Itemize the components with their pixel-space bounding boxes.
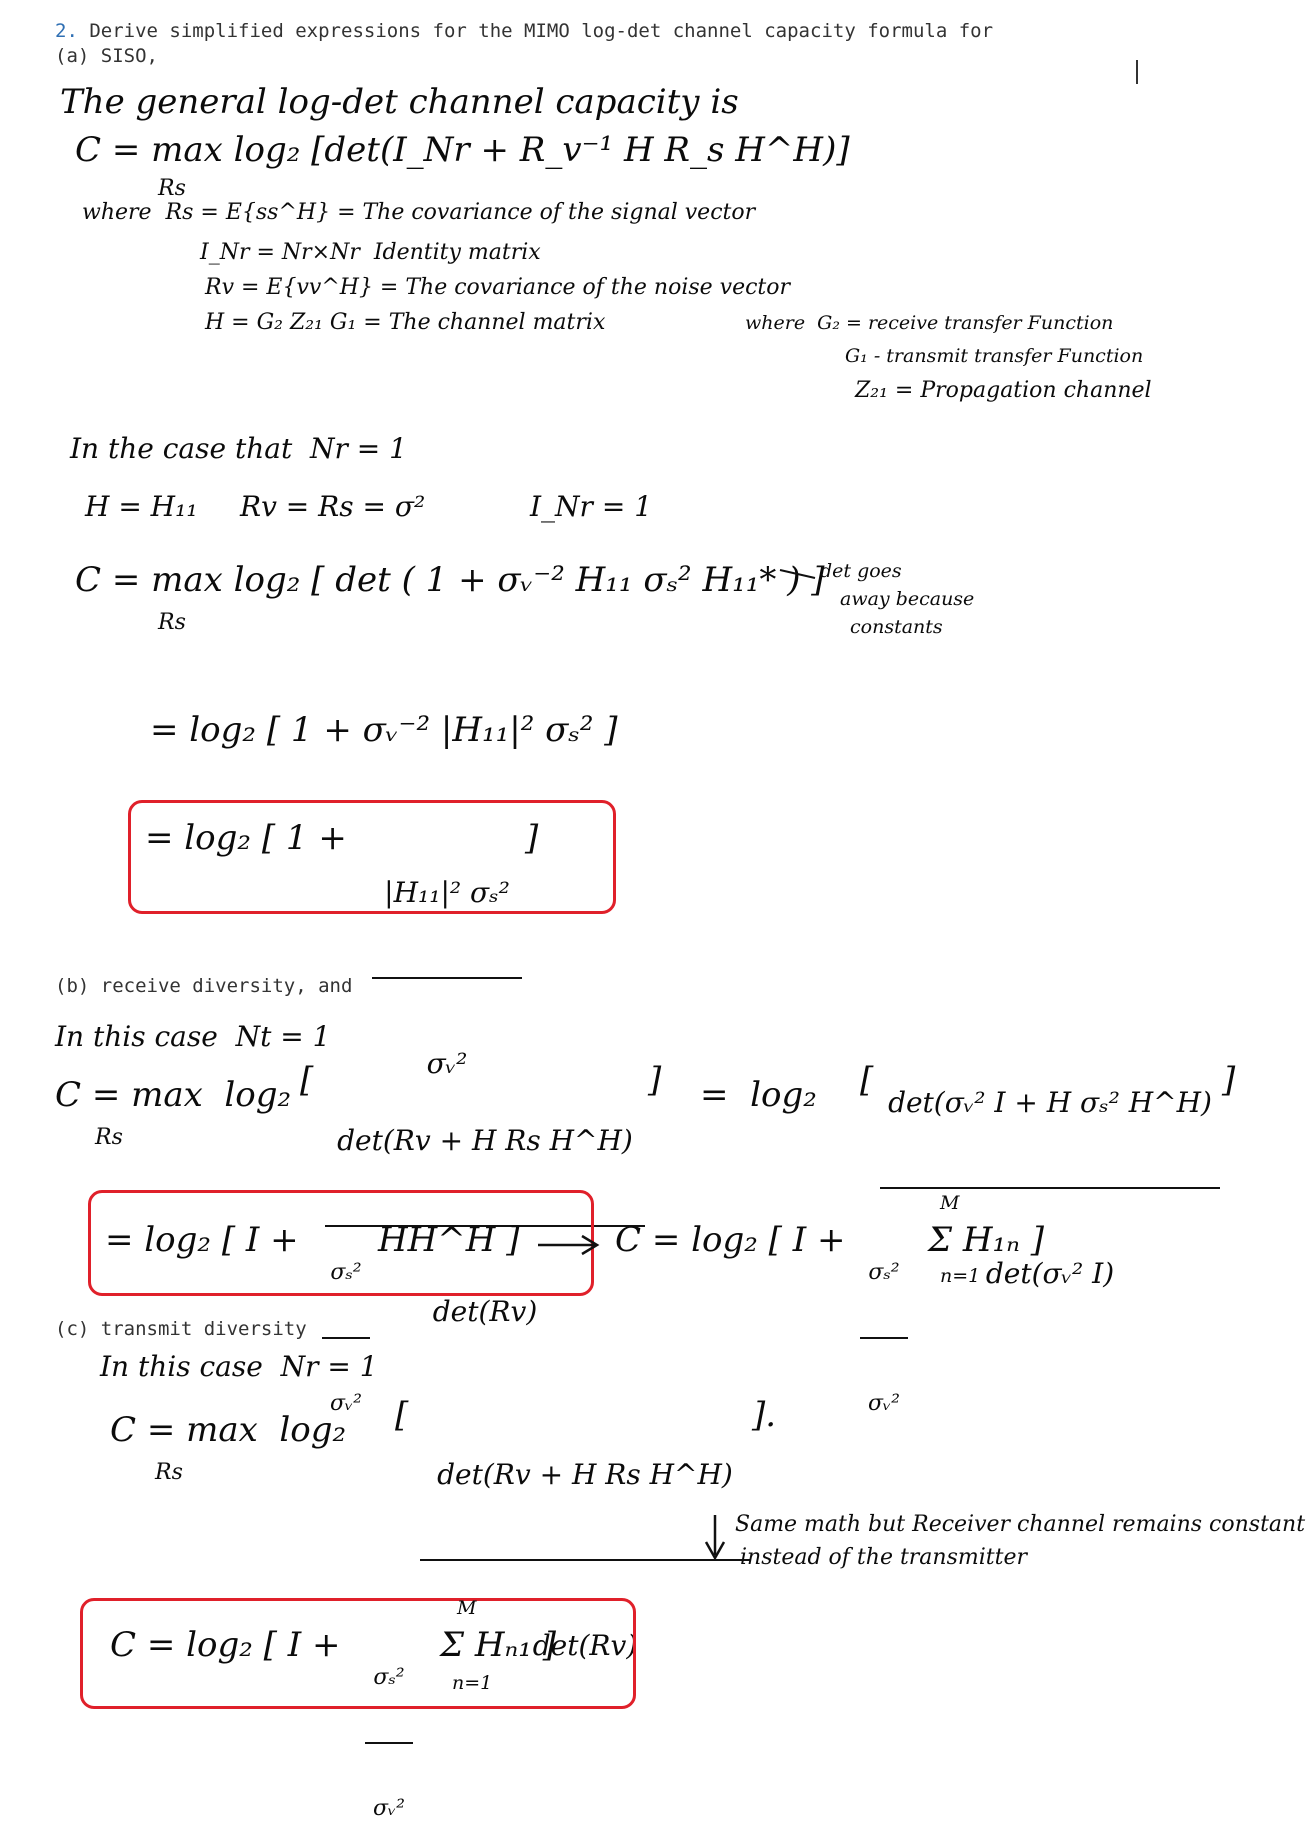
td-formula-num: det(Rv + H Rs H^H) (437, 1458, 733, 1491)
where-h: H = G₂ Z₂₁ G₁ = The channel matrix (205, 310, 606, 335)
rd-result-frac-num: σₛ² (330, 1260, 362, 1285)
td-formula-prefix: C = max log₂ (110, 1410, 347, 1450)
where-i: I_Nr = Nr×Nr Identity matrix (200, 240, 541, 265)
td-bracket-open: [ (395, 1395, 409, 1435)
rd-bracket-close: ] (648, 1060, 662, 1100)
td-note-2: instead of the transmitter (740, 1545, 1027, 1570)
rd-arrow-frac-num: σₛ² (868, 1260, 900, 1285)
subs-r: Rv = Rs = σ² (240, 490, 426, 523)
rd-eq-bracket-close: ] (1222, 1060, 1236, 1100)
case-nr-1: In the case that Nr = 1 (70, 432, 407, 465)
td-bracket-close: ]. (752, 1395, 777, 1435)
siso-step1: C = max log₂ [ det ( 1 + σᵥ⁻² H₁₁ σₛ² H₁₁* ) ] (75, 560, 825, 600)
td-note-1: Same math but Receiver channel remains constant (735, 1512, 1306, 1537)
td-result-prefix: C = log₂ [ I + (110, 1625, 341, 1665)
td-result-sum-top: M (457, 1597, 477, 1619)
td-result-sum-bottom: n=1 (452, 1672, 493, 1694)
rd-eq-den: det(σᵥ² I) (985, 1257, 1115, 1290)
part-c-label: (c) transmit diversity (55, 1318, 307, 1340)
rd-result-suffix: HH^H ] (378, 1220, 520, 1260)
rd-arrow-sum-bottom: n=1 (940, 1265, 981, 1287)
general-formula: C = max log₂ [det(I_Nr + R_v⁻¹ H R_s H^H)] (75, 130, 850, 170)
where-g2: where G₂ = receive transfer Function (745, 312, 1114, 334)
rd-eq-num: det(σᵥ² I + H σₛ² H^H) (888, 1086, 1212, 1119)
td-formula-sub: Rs (155, 1460, 183, 1485)
where-z21: Z₂₁ = Propagation channel (855, 378, 1152, 403)
rd-formula-num: det(Rv + H Rs H^H) (337, 1124, 633, 1157)
note-det-3: constants (850, 616, 943, 638)
case-nr-1-c: In this case Nr = 1 (100, 1350, 378, 1383)
note-det-arrow (780, 570, 815, 578)
rd-formula-den: det(Rv) (432, 1295, 538, 1328)
siso-result-prefix: = log₂ [ 1 + (145, 818, 347, 858)
rd-formula-sub: Rs (95, 1125, 123, 1150)
siso-step1-sub: Rs (158, 610, 186, 635)
part-a-label: (a) SISO, (55, 45, 158, 67)
td-result-frac-den: σᵥ² (372, 1796, 406, 1821)
rd-arrow-sum-top: M (940, 1192, 960, 1214)
td-result-sum: Σ Hₙ₁ ] (440, 1625, 556, 1665)
subs-i: I_Nr = 1 (530, 490, 653, 523)
general-intro: The general log-det channel capacity is (60, 82, 739, 122)
td-result-frac-num: σₛ² (373, 1665, 405, 1690)
td-formula-den: det(Rv) (532, 1629, 638, 1662)
part-b-label: (b) receive diversity, and (55, 975, 353, 997)
question-text: Derive simplified expressions for the MIMO log-det channel capacity formula for (89, 20, 994, 42)
rd-result-prefix: = log₂ [ I + (105, 1220, 299, 1260)
siso-result-den: σᵥ² (426, 1047, 468, 1080)
question-number: 2. (55, 20, 78, 42)
rd-arrow-prefix: C = log₂ [ I + (615, 1220, 846, 1260)
siso-result-suffix: ] (525, 818, 539, 858)
subs-h: H = H₁₁ (85, 490, 198, 523)
siso-step2: = log₂ [ 1 + σᵥ⁻² |H₁₁|² σₛ² ] (150, 710, 618, 750)
general-formula-max-sub: Rs (158, 176, 186, 201)
where-rs: where Rs = E{ss^H} = The covariance of the signal vector (82, 200, 756, 225)
siso-result-num: |H₁₁|² σₛ² (384, 876, 510, 909)
note-det-2: away because (840, 588, 975, 610)
rd-arrow-sum: Σ H₁ₙ ] (928, 1220, 1044, 1260)
rd-eq-bracket-open: [ (860, 1060, 874, 1100)
where-rv: Rv = E{vv^H} = The covariance of the noise vector (205, 275, 791, 300)
note-det-1: det goes (820, 560, 902, 582)
rd-formula-prefix: C = max log₂ (55, 1075, 292, 1115)
rd-eq-prefix: = log₂ (700, 1075, 817, 1115)
rd-bracket-open: [ (300, 1060, 314, 1100)
td-result-frac (365, 1615, 413, 1846)
where-g1: G₁ - transmit transfer Function (845, 345, 1144, 367)
rd-arrow-frac-den: σᵥ² (867, 1391, 901, 1416)
rd-result-frac-den: σᵥ² (329, 1391, 363, 1416)
case-nt-1: In this case Nt = 1 (55, 1020, 331, 1053)
